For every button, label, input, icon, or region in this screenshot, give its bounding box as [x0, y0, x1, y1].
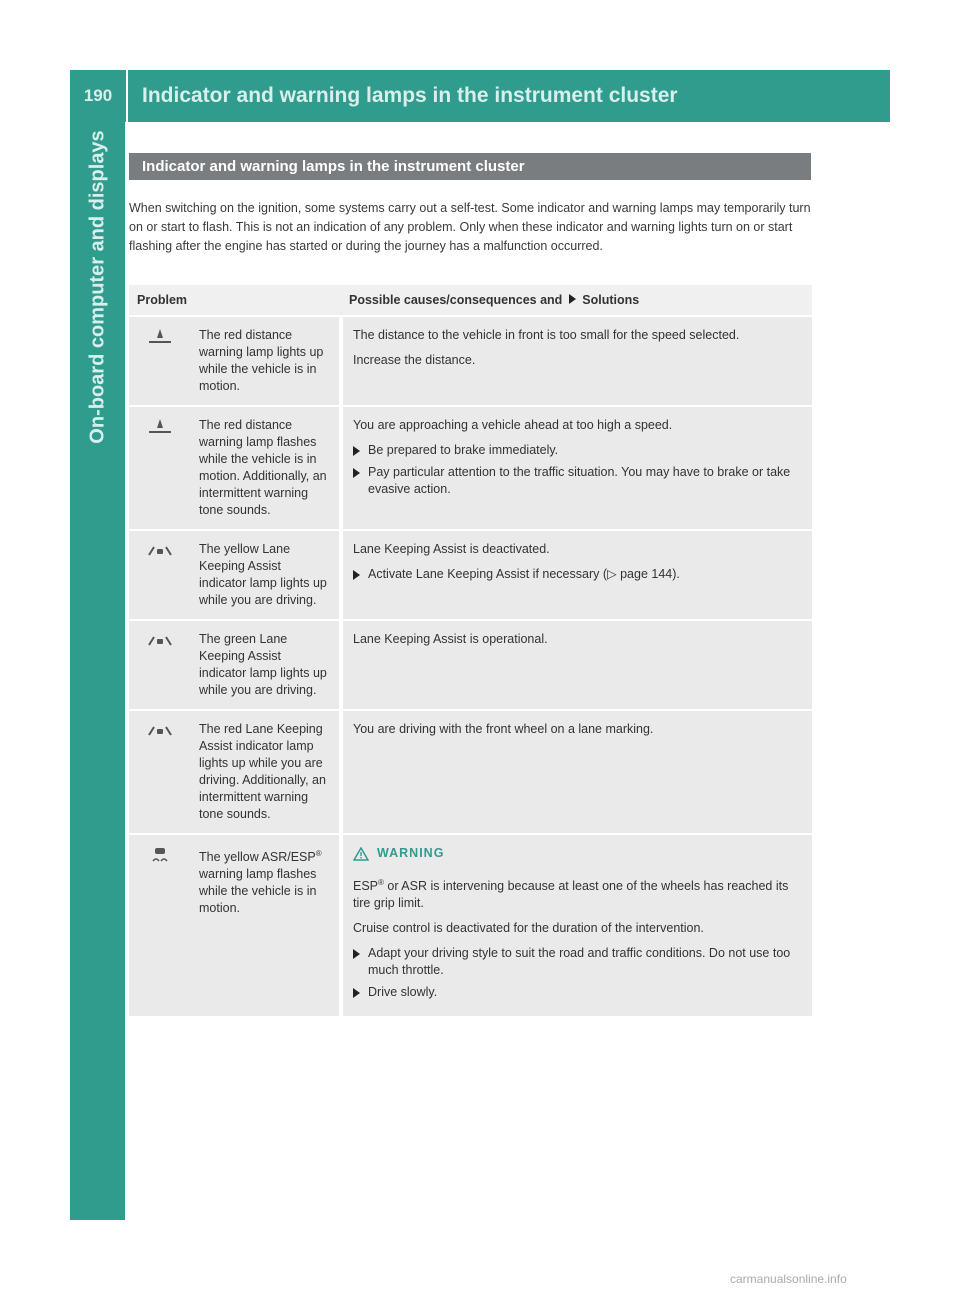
problem-text: The green Lane Keeping Assist indicator lamp lights up while you are driving. — [191, 620, 341, 710]
cause-text: The distance to the vehicle in front is too small for the speed selected. — [353, 328, 740, 342]
registered-mark: ® — [378, 878, 384, 887]
running-header-title: Indicator and warning lamps in the instrument cluster — [142, 84, 678, 107]
problem-text-prefix: The yellow ASR/ESP — [199, 850, 316, 865]
solution-text: Be prepared to brake immediately. — [368, 443, 559, 457]
cause-text: You are approaching a vehicle ahead at too high a speed. — [353, 418, 673, 432]
table-row — [129, 316, 812, 406]
problem-text: The red distance warning lamp flashes while the vehicle is in motion. Additionally, an intermittent warning tone sounds. — [191, 406, 341, 530]
solution-text[interactable]: Activate Lane Keeping Assist if necessary (▷ page 144). — [368, 567, 680, 581]
chapter-label-wrap — [70, 122, 125, 452]
icon-cell — [129, 710, 191, 834]
table-row — [129, 406, 812, 530]
cause-text: Lane Keeping Assist is deactivated. — [353, 542, 550, 556]
cause-cell — [341, 530, 812, 620]
solution-text: Pay particular attention to the traffic situation. You may have to brake or take evasive action. — [368, 465, 791, 496]
solution-item — [353, 442, 804, 459]
arrow-icon — [353, 446, 360, 456]
col-header-causes — [341, 285, 812, 316]
warning-triangle-icon — [353, 847, 369, 861]
warning-text — [353, 874, 804, 912]
section-heading: Indicator and warning lamps in the instrument cluster — [129, 153, 811, 180]
col-header-causes-label: Possible causes/consequences and — [349, 293, 563, 307]
arrow-icon — [353, 988, 360, 998]
col-header-solutions-label: Solutions — [582, 293, 640, 307]
problem-text: The red distance warning lamp lights up while the vehicle is in motion. — [191, 316, 341, 406]
table-row — [129, 620, 812, 710]
cause-text: Increase the distance. — [353, 353, 476, 367]
icon-cell — [129, 316, 191, 406]
intro-paragraph: When switching on the ignition, some systems carry out a self-test. Some indicator and warning lamps may temporarily turn on or start to flash. This is not an indication of any problem. Only when these indicator and warning lights turn on or start flashing after the engine has started or during the journey has a malfunction occurred. — [129, 201, 811, 253]
cause-text: Cruise control is deactivated for the duration of the intervention. — [353, 921, 704, 936]
table-header-row — [129, 285, 812, 316]
arrow-icon — [569, 294, 576, 304]
solution-item — [353, 945, 804, 979]
problem-text: The red Lane Keeping Assist indicator lamp lights up while you are driving. Additionally, an intermittent warning tone sounds. — [191, 710, 341, 834]
solution-item — [353, 984, 804, 1001]
table-row — [129, 710, 812, 834]
distance-warning-icon — [147, 327, 173, 345]
table-row — [129, 530, 812, 620]
solution-text: Drive slowly. — [368, 985, 438, 1000]
problem-text — [191, 834, 341, 1017]
icon-cell — [129, 834, 191, 1017]
cause-cell — [341, 620, 812, 710]
problem-text: The yellow Lane Keeping Assist indicator lamp lights up while you are driving. — [191, 530, 341, 620]
arrow-icon — [353, 949, 360, 959]
icon-cell — [129, 620, 191, 710]
cause-cell — [341, 834, 812, 1017]
registered-mark: ® — [315, 849, 322, 858]
icon-cell — [129, 406, 191, 530]
page-number: 190 — [70, 70, 128, 122]
lane-keeping-assist-icon — [147, 721, 173, 739]
distance-warning-icon — [147, 417, 173, 435]
solution-text: Adapt your driving style to suit the road and traffic conditions. Do not use too much throttle. — [368, 946, 791, 978]
solution-item — [353, 566, 804, 583]
lamp-table — [129, 285, 812, 1018]
cause-cell — [341, 406, 812, 530]
esp-skid-icon — [147, 845, 173, 863]
cause-text: Lane Keeping Assist is operational. — [353, 632, 548, 646]
warning-text-prefix: ESP — [353, 879, 379, 894]
arrow-icon — [353, 468, 360, 478]
chapter-label: On-board computer and displays — [86, 130, 108, 444]
cause-cell — [341, 316, 812, 406]
solution-item — [353, 464, 804, 498]
header-bar — [70, 70, 890, 122]
warning-text-suffix: or ASR is intervening because at least one of the wheels has reached its tire grip limit. — [353, 879, 789, 911]
col-header-problem: Problem — [129, 285, 341, 316]
cause-cell — [341, 710, 812, 834]
lane-keeping-assist-icon — [147, 541, 173, 559]
lane-keeping-assist-icon — [147, 631, 173, 649]
problem-text-suffix: warning lamp flashes while the vehicle is in motion. — [199, 867, 317, 916]
icon-cell — [129, 530, 191, 620]
warning-label: WARNING — [377, 846, 445, 860]
table-row — [129, 834, 812, 1017]
arrow-icon — [353, 570, 360, 580]
watermark: carmanualsonline.info — [730, 1272, 847, 1286]
warning-heading — [353, 845, 804, 862]
cause-text: You are driving with the front wheel on a lane marking. — [353, 722, 654, 736]
